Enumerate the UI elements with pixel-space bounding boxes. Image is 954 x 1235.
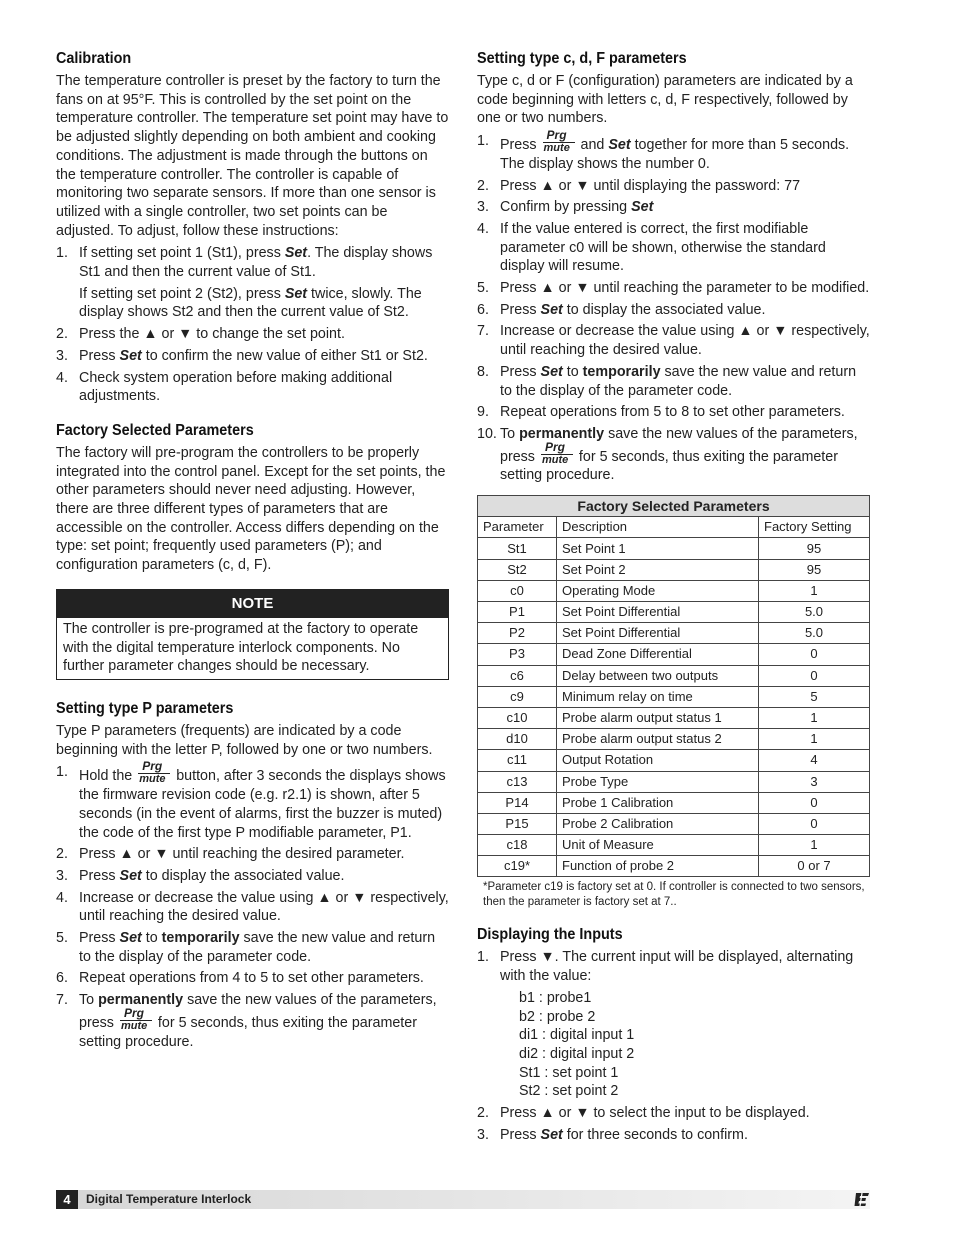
table-row — [478, 538, 870, 559]
table-cell: c0 — [478, 580, 557, 601]
table-cell: Set Point 1 — [557, 538, 759, 559]
table-cell: Set Point 2 — [557, 559, 759, 580]
prg-mute-button-icon: Prg mute — [543, 132, 575, 154]
table-cell: P1 — [478, 602, 557, 623]
inputs-steps-cont — [477, 1104, 870, 1144]
table-cell: 0 — [759, 665, 870, 686]
table-row — [478, 580, 870, 601]
table-cell: Function of probe 2 — [557, 856, 759, 877]
list-item: di1 : digital input 1 — [519, 1027, 635, 1044]
factory-text: The factory will pre-program the controllers to be properly integrated into the control panel. Except for the set points, the other parameters should never need adjusting. However, there are three different types of parameters that are accessible on the controller. Access differs depending on the type: set point; frequently used parameters (P); and configuration parameters (c, d, F). — [56, 444, 446, 574]
table-cell: 0 or 7 — [759, 856, 870, 877]
list-item: 2. Press ▲ or ▼ to select the input to be displayed. — [477, 1105, 810, 1122]
note-text: The controller is pre-programed at the factory to operate with the digital temperature interlock components. No further parameter changes should be necessary. — [63, 620, 419, 675]
table-row — [478, 792, 870, 813]
prg-mute-button-icon: Prg mute — [120, 1010, 152, 1032]
table-cell: c6 — [478, 665, 557, 686]
calibration-steps-cont — [56, 325, 449, 406]
note-box — [56, 589, 449, 680]
table-cell: Probe alarm output status 1 — [557, 707, 759, 728]
inputs-heading: Displaying the Inputs — [477, 926, 623, 944]
table-cell: P15 — [478, 813, 557, 834]
table-cell: St2 — [478, 559, 557, 580]
list-item: 3. Press Set for three seconds to confirm. — [477, 1126, 748, 1143]
calibration-heading: Calibration — [56, 50, 132, 67]
table-row — [478, 707, 870, 728]
list-item: 1. Press Prg mute and Set together for more than 5 seconds. The display shows the number 0. — [477, 128, 850, 172]
table-row — [478, 602, 870, 623]
table-cell: Dead Zone Differential — [557, 644, 759, 665]
list-item: 6. Repeat operations from 4 to 5 to set other parameters. — [56, 970, 424, 987]
table-cell: 5.0 — [759, 602, 870, 623]
table-cell: Output Rotation — [557, 750, 759, 771]
table-cell: 1 — [759, 707, 870, 728]
table-cell: P3 — [478, 644, 557, 665]
table-title: Factory Selected Parameters — [478, 496, 870, 517]
calibration-steps — [56, 244, 449, 281]
left-column — [56, 50, 449, 1054]
table-cell: Delay between two outputs — [557, 665, 759, 686]
table-row — [478, 856, 870, 877]
list-item: 7. Increase or decrease the value using ▲ or ▼ respectively, until reaching the desired value. — [477, 323, 870, 359]
inputs-steps — [477, 948, 870, 985]
prg-mute-button-icon: Prg mute — [541, 444, 573, 466]
table-cell: c9 — [478, 686, 557, 707]
type-p-intro: Type P parameters (frequents) are indicated by a code beginning with the letter P, followed by one or two numbers. — [56, 722, 433, 758]
type-p-heading: Setting type P parameters — [56, 699, 234, 717]
table-cell: 1 — [759, 835, 870, 856]
table-row — [478, 665, 870, 686]
page-number: 4 — [56, 1190, 78, 1209]
list-item: 3. Press Set to display the associated value. — [56, 867, 345, 884]
inputs-list — [477, 989, 870, 1101]
list-item: 7. To permanently save the new values of the parameters, press Prg mute for 5 seconds, thus exiting the parameter setting procedure. — [56, 992, 437, 1050]
list-item: 10. To permanently save the new values of the parameters, press Prg mute for 5 seconds, thus exiting the parameter setting procedure. — [477, 425, 858, 484]
table-cell: c13 — [478, 771, 557, 792]
table-body — [478, 538, 870, 877]
list-item: b1 : probe1 — [519, 989, 592, 1006]
table-cell: Set Point Differential — [557, 602, 759, 623]
table-cell: Operating Mode — [557, 580, 759, 601]
table-cell: Probe Type — [557, 771, 759, 792]
factory-heading: Factory Selected Parameters — [56, 421, 254, 439]
list-item: 4. If the value entered is correct, the first modifiable parameter c0 will be shown, otherwise the standard display will resume. — [477, 220, 826, 275]
table-cell: Probe 2 Calibration — [557, 813, 759, 834]
table-footnote: *Parameter c19 is factory set at 0. If controller is connected to two sensors, then the parameter is factory set at 7.. — [483, 881, 865, 909]
table-cell: 4 — [759, 750, 870, 771]
prg-mute-button-icon: Prg mute — [138, 763, 170, 785]
type-p-steps — [56, 759, 449, 1051]
table-cell: 0 — [759, 792, 870, 813]
table-cell: c19* — [478, 856, 557, 877]
table-cell: Set Point Differential — [557, 623, 759, 644]
note-heading: NOTE — [57, 590, 448, 618]
table-row — [478, 644, 870, 665]
table-cell: Unit of Measure — [557, 835, 759, 856]
table-cell: Minimum relay on time — [557, 686, 759, 707]
list-item: 4. Increase or decrease the value using ▲ or ▼ respectively, until reaching the desired value. — [56, 889, 449, 925]
table-row — [478, 729, 870, 750]
column-header: Factory Setting — [759, 517, 870, 538]
list-item: 4. Check system operation before making additional adjustments. — [56, 369, 393, 405]
list-item: St1 : set point 1 — [519, 1064, 619, 1081]
table-cell: 0 — [759, 644, 870, 665]
list-item: 6. Press Set to display the associated value. — [477, 301, 766, 318]
table-cell: 3 — [759, 771, 870, 792]
list-item: di2 : digital input 2 — [519, 1045, 635, 1062]
table-cell: P14 — [478, 792, 557, 813]
page-footer — [56, 1190, 870, 1209]
list-item: 8. Press Set to temporarily save the new value and return to the display of the parameter code. — [477, 363, 857, 399]
table-row — [478, 750, 870, 771]
table-row — [478, 686, 870, 707]
table-cell: 95 — [759, 538, 870, 559]
table-row — [478, 813, 870, 834]
list-item: 3. Press Set to confirm the new value of either St1 or St2. — [56, 347, 428, 364]
list-item: 2. Press ▲ or ▼ until reaching the desired parameter. — [56, 846, 405, 863]
list-item: 5. Press Set to temporarily save the new value and return to the display of the parameter code. — [56, 930, 436, 965]
list-item-sub: If setting set point 2 (St2), press Set twice, slowly. The display shows St2 and then the current value of St2. — [79, 285, 422, 321]
list-item: 5. Press ▲ or ▼ until reaching the parameter to be modified. — [477, 280, 870, 297]
company-logo-icon — [854, 1192, 870, 1207]
table-cell: d10 — [478, 729, 557, 750]
list-item: 1. Press ▼. The current input will be displayed, alternating with the value: — [477, 949, 854, 985]
calibration-intro: The temperature controller is preset by the factory to turn the fans on at 95°F. This is controlled by the set point on the temperature controller. The temperature set point may have to be adjusted slightly depending on both ambient and cooking conditions. The adjustment is made through the buttons on the temperature controller. The controller is capable of monitoring two separate sensors. If more than one sensor is utilized with a single controller, two set points can be adjusted. To adjust, follow these instructions: — [56, 73, 449, 239]
table-row — [478, 559, 870, 580]
list-item: St2 : set point 2 — [519, 1083, 619, 1100]
table-cell: 1 — [759, 580, 870, 601]
list-item: 3. Confirm by pressing Set — [477, 199, 654, 216]
column-header: Description — [557, 517, 759, 538]
table-row — [478, 771, 870, 792]
table-cell: P2 — [478, 623, 557, 644]
table-cell: 5 — [759, 686, 870, 707]
table-cell: 0 — [759, 813, 870, 834]
column-header: Parameter — [478, 517, 557, 538]
footer-title: Digital Temperature Interlock — [86, 1192, 252, 1206]
list-item: 2. Press the ▲ or ▼ to change the set point. — [56, 326, 345, 343]
right-column — [477, 50, 870, 1147]
type-c-steps — [477, 128, 870, 485]
table-cell: 1 — [759, 729, 870, 750]
type-c-intro: Type c, d or F (configuration) parameters are indicated by a code beginning with letters c, d, F respectively, followed by one or two numbers. — [477, 73, 853, 127]
factory-parameters-table — [477, 495, 870, 877]
list-item: 2. Press ▲ or ▼ until displaying the password: 77 — [477, 177, 801, 194]
table-cell: c10 — [478, 707, 557, 728]
table-cell: 95 — [759, 559, 870, 580]
list-item: 1. Hold the Prg mute button, after 3 seconds the displays shows the firmware revision code (e.g. r2.1) is shown, after 5 seconds (in the event of alarms, first the buzzer is muted) the code of the first type P modifiable parameter, P1. — [56, 759, 446, 841]
table-cell: St1 — [478, 538, 557, 559]
table-row — [478, 835, 870, 856]
list-item: 1. If setting set point 1 (St1), press Set. The display shows St1 and then the current value of St1. — [56, 245, 433, 281]
table-cell: 5.0 — [759, 623, 870, 644]
table-cell: Probe alarm output status 2 — [557, 729, 759, 750]
table-cell: c18 — [478, 835, 557, 856]
table-cell: c11 — [478, 750, 557, 771]
table-row — [478, 623, 870, 644]
list-item: 9. Repeat operations from 5 to 8 to set other parameters. — [477, 404, 845, 421]
table-cell: Probe 1 Calibration — [557, 792, 759, 813]
type-c-heading: Setting type c, d, F parameters — [477, 50, 687, 67]
list-item: b2 : probe 2 — [519, 1008, 596, 1025]
